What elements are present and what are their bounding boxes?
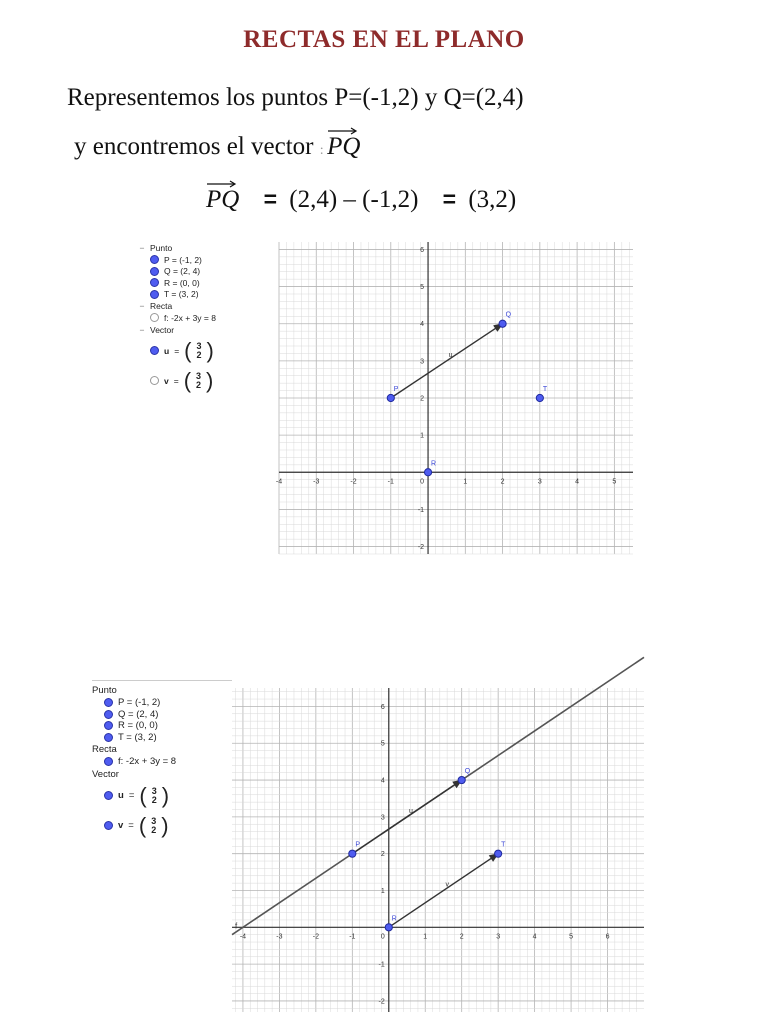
y-tick-label: 2 (380, 851, 385, 859)
x-tick-label: 3 (496, 933, 501, 941)
vector-v-components (151, 817, 156, 835)
list-item[interactable] (92, 732, 232, 744)
visibility-dot-icon[interactable] (104, 757, 113, 766)
tree-collapse-icon: − (139, 301, 145, 311)
point-t-def: T = (3, 2) (164, 289, 199, 300)
x-tick-label: -2 (312, 933, 319, 941)
y-tick-label: 1 (420, 432, 425, 440)
y-tick-label: 5 (420, 284, 425, 292)
y-tick-label: -2 (417, 544, 425, 552)
visibility-dot-icon[interactable] (104, 821, 113, 830)
vector-component: 2 (151, 794, 157, 805)
group-recta-label: Recta (92, 744, 117, 755)
x-tick-label: -3 (276, 933, 283, 941)
group-punto-label: Punto (150, 243, 173, 253)
equals-sign: = (128, 820, 134, 831)
y-tick-label: 3 (380, 814, 385, 822)
point-r-def: R = (0, 0) (118, 720, 158, 732)
x-tick-label: 2 (459, 933, 464, 941)
x-tick-label: 1 (423, 933, 428, 941)
vector-v-name: v (164, 375, 169, 386)
visibility-dot-icon[interactable] (104, 791, 113, 800)
visibility-dot-icon[interactable] (150, 255, 159, 264)
x-tick-label: 0 (380, 933, 385, 941)
visibility-dot-icon[interactable] (104, 710, 113, 719)
group-vector[interactable] (138, 325, 266, 335)
equation-result: (3,2) (468, 186, 517, 213)
vector-sentence (74, 129, 360, 161)
visibility-dot-icon[interactable] (150, 267, 159, 276)
group-recta[interactable] (92, 744, 232, 755)
panel-divider (92, 680, 232, 681)
vector-component: 3 (151, 785, 157, 796)
point-label: R (391, 915, 397, 923)
vector-component: 2 (196, 349, 202, 360)
x-tick-label: -4 (275, 478, 283, 486)
group-recta[interactable] (138, 301, 266, 311)
x-tick-label: -1 (387, 478, 394, 486)
point-label: P (393, 386, 399, 393)
equation-vector (206, 182, 239, 214)
vector-v-components (196, 372, 201, 390)
graph-view-2[interactable] (232, 688, 644, 1012)
x-tick-label: 5 (612, 478, 617, 486)
equals-sign: = (174, 345, 180, 356)
point-label: T (542, 386, 548, 393)
y-tick-label: -1 (417, 506, 425, 514)
visibility-dot-icon[interactable] (150, 278, 159, 287)
group-punto[interactable] (92, 685, 232, 696)
paren-left: ( (183, 367, 192, 393)
vector-sentence-sep: : (319, 143, 328, 158)
x-tick-label: 0 (420, 478, 425, 486)
paren-right: ) (206, 367, 214, 393)
vector-component: 3 (151, 815, 157, 826)
point-p-def: P = (-1, 2) (164, 254, 202, 265)
group-vector-label: Vector (150, 324, 175, 335)
line-f-def: f: -2x + 3y = 8 (118, 756, 177, 768)
group-vector-label: Vector (92, 768, 119, 780)
x-tick-label: -1 (349, 933, 356, 941)
x-tick-label: 4 (532, 933, 537, 941)
point-q-def: Q = (2, 4) (118, 708, 159, 720)
point-r-def: R = (0, 0) (164, 277, 200, 288)
list-item[interactable] (92, 697, 232, 709)
equation-subtraction: (2,4) – (-1,2) (289, 186, 419, 213)
list-item[interactable] (92, 811, 232, 841)
visibility-dot-icon[interactable] (150, 376, 159, 385)
x-tick-label: 3 (537, 478, 542, 486)
paren-right: ) (206, 337, 214, 363)
list-item[interactable] (138, 312, 266, 324)
point-q (458, 776, 465, 783)
group-vector[interactable] (92, 769, 232, 780)
vector-u-name: u (118, 790, 124, 801)
line-f-def: f: -2x + 3y = 8 (164, 312, 216, 323)
paren-left: ( (139, 782, 147, 808)
y-tick-label: 6 (380, 703, 385, 711)
point-r (385, 924, 392, 931)
x-tick-label: 5 (569, 933, 574, 941)
x-tick-label: 4 (575, 478, 580, 486)
list-item[interactable] (92, 709, 232, 721)
paren-right: ) (161, 812, 169, 838)
y-tick-label: 1 (380, 888, 385, 895)
point-r (424, 469, 431, 476)
y-tick-label: 5 (380, 740, 385, 748)
point-p (387, 394, 394, 401)
algebra-view-1 (138, 242, 266, 392)
visibility-dot-icon[interactable] (104, 733, 113, 742)
x-tick-label: 1 (463, 478, 468, 486)
paren-left: ( (184, 337, 192, 363)
list-item[interactable] (138, 266, 266, 278)
vector-u-components (197, 342, 202, 360)
vector-label: u (409, 807, 413, 815)
point-label: R (431, 460, 437, 468)
tree-collapse-icon: − (139, 243, 145, 253)
visibility-dot-icon[interactable] (150, 290, 159, 299)
y-tick-label: 6 (420, 246, 425, 254)
point-t (495, 850, 502, 857)
list-item[interactable] (138, 366, 266, 396)
x-tick-label: -3 (313, 478, 320, 486)
point-t-def: T = (3, 2) (118, 731, 157, 743)
y-tick-label: -1 (378, 961, 385, 969)
equals-sign: = (442, 186, 457, 212)
list-item[interactable] (92, 720, 232, 732)
vector-component: 2 (196, 379, 202, 390)
point-t (536, 394, 543, 401)
y-tick-label: 2 (420, 395, 425, 403)
vector-arrow-icon (327, 126, 357, 136)
equals-sign: = (128, 790, 135, 801)
equation-vector-text: PQ (206, 186, 240, 213)
list-item[interactable] (138, 254, 266, 266)
list-item[interactable] (92, 756, 232, 768)
vector-v-name: v (118, 820, 124, 831)
algebra-view-2 (92, 684, 232, 864)
list-item[interactable] (138, 289, 266, 301)
visibility-dot-icon[interactable] (104, 721, 113, 730)
graph-view-1[interactable] (275, 242, 633, 554)
point-q-def: Q = (2, 4) (164, 266, 201, 277)
vector-component: 3 (196, 370, 202, 381)
paren-left: ( (138, 812, 147, 838)
paren-right: ) (161, 782, 170, 808)
x-tick-label: 2 (500, 478, 505, 486)
point-label: Q (505, 311, 512, 319)
y-tick-label: 3 (420, 358, 425, 366)
visibility-dot-icon[interactable] (150, 346, 159, 355)
intro-text: Representemos los puntos P=(-1,2) y Q=(2,4) (67, 84, 524, 111)
vector-component: 3 (196, 340, 202, 351)
point-label: T (501, 841, 506, 849)
point-label: Q (464, 768, 471, 776)
point-label: P (355, 841, 360, 849)
vector-label: v (445, 881, 449, 889)
tree-collapse-icon: − (139, 324, 145, 335)
x-tick-label: 6 (605, 933, 610, 941)
equals-sign: = (173, 375, 179, 386)
vector-pq-label (327, 129, 360, 161)
point-q (499, 320, 506, 327)
equals-sign: = (263, 186, 278, 212)
vector-component: 2 (151, 824, 157, 835)
vector-sentence-text: y encontremos el vector (74, 133, 314, 160)
vector-u-name: u (164, 345, 170, 356)
point-p-def: P = (-1, 2) (118, 697, 161, 709)
x-tick-label: -4 (239, 933, 247, 941)
vector-pq-text: PQ (327, 133, 361, 160)
group-recta-label: Recta (150, 301, 173, 311)
vector-u-components (152, 787, 157, 805)
visibility-dot-icon[interactable] (150, 313, 159, 322)
group-punto[interactable] (138, 243, 266, 253)
list-item[interactable] (138, 336, 266, 366)
page-title: RECTAS EN EL PLANO (243, 26, 525, 53)
vector-label: u (448, 351, 453, 359)
vector-equation (206, 182, 516, 214)
list-item[interactable] (92, 781, 232, 811)
point-p (349, 850, 356, 857)
y-tick-label: 4 (420, 321, 425, 329)
list-item[interactable] (138, 277, 266, 289)
y-tick-label: 4 (380, 777, 385, 785)
x-tick-label: -2 (350, 478, 357, 486)
line-f-label: f (235, 921, 238, 931)
group-punto-label: Punto (92, 685, 117, 696)
y-tick-label: -2 (378, 998, 385, 1006)
visibility-dot-icon[interactable] (104, 698, 113, 707)
vector-arrow-icon (206, 179, 236, 189)
